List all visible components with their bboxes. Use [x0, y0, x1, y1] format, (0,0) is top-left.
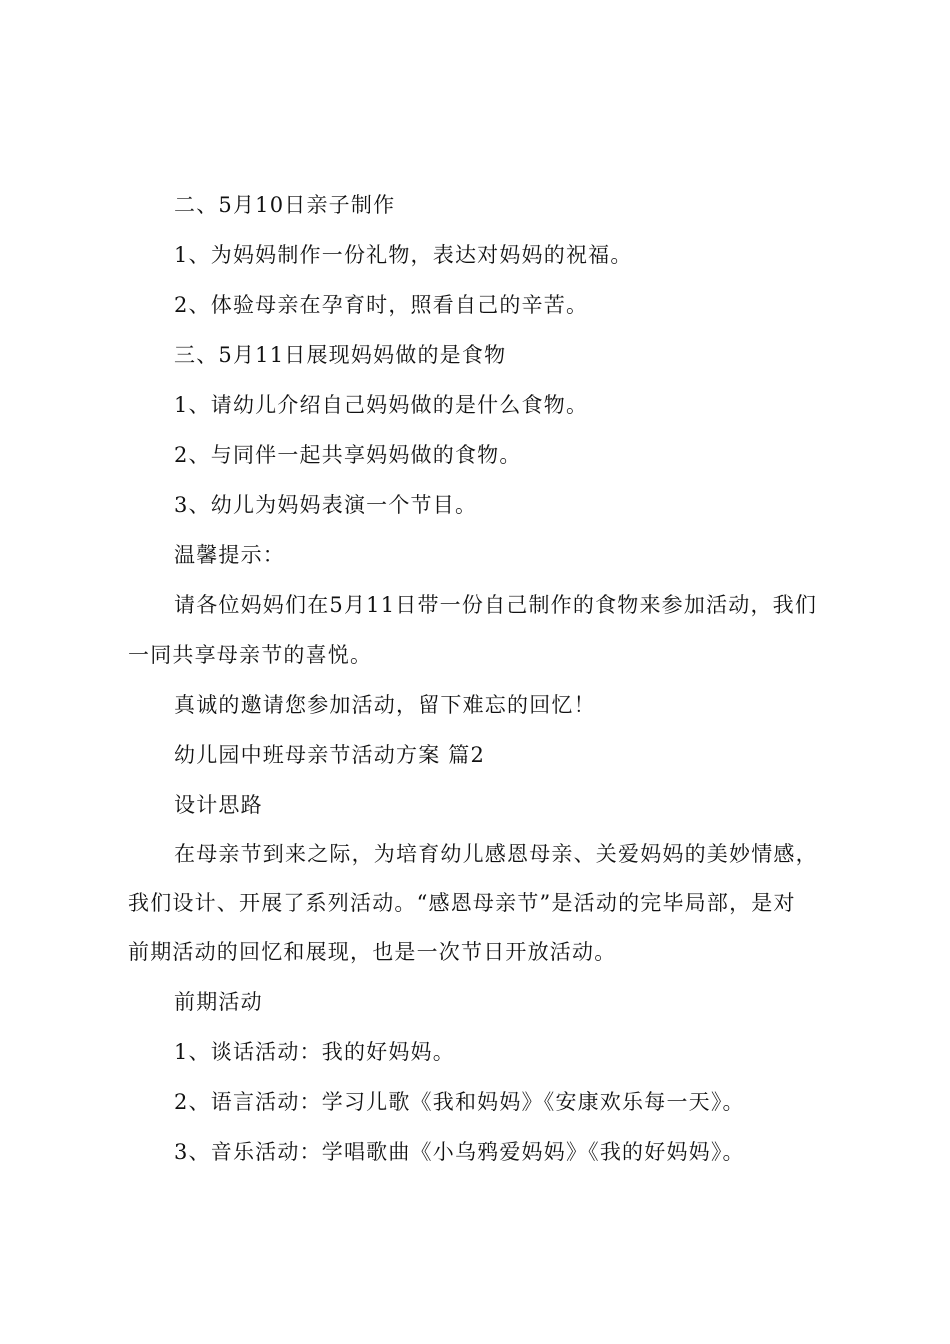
- list-item: 3、幼儿为妈妈表演一个节目。: [174, 493, 478, 517]
- activities-heading: 前期活动: [174, 990, 263, 1014]
- paragraph-line: 请各位妈妈们在5月11日带一份自己制作的食物来参加活动，我们: [174, 593, 818, 617]
- design-heading: 设计思路: [174, 793, 263, 817]
- tip-heading: 温馨提示：: [174, 543, 285, 567]
- paragraph-line: 一同共享母亲节的喜悦。: [128, 643, 373, 667]
- plan-title: 幼儿园中班母亲节活动方案 篇2: [174, 743, 486, 767]
- list-item: 1、谈话活动：我的好妈妈。: [174, 1040, 455, 1064]
- list-item: 2、体验母亲在孕育时，照看自己的辛苦。: [174, 293, 589, 317]
- list-item: 3、音乐活动：学唱歌曲《小乌鸦爱妈妈》《我的好妈妈》。: [174, 1140, 745, 1164]
- section-heading-may-10: 二、5月10日亲子制作: [174, 193, 396, 217]
- list-item: 2、语言活动：学习儿歌《我和妈妈》《安康欢乐每一天》。: [174, 1090, 745, 1114]
- list-item: 2、与同伴一起共享妈妈做的食物。: [174, 443, 522, 467]
- list-item: 1、为妈妈制作一份礼物，表达对妈妈的祝福。: [174, 243, 633, 267]
- paragraph-line: 在母亲节到来之际，为培育幼儿感恩母亲、关爱妈妈的美妙情感，: [174, 842, 818, 866]
- list-item: 1、请幼儿介绍自己妈妈做的是什么食物。: [174, 393, 589, 417]
- paragraph-line: 前期活动的回忆和展现，也是一次节日开放活动。: [128, 940, 617, 964]
- invitation-line: 真诚的邀请您参加活动，留下难忘的回忆！: [174, 693, 596, 717]
- section-heading-may-11: 三、5月11日展现妈妈做的是食物: [174, 343, 507, 367]
- paragraph-line: 我们设计、开展了系列活动。“感恩母亲节”是活动的完毕局部，是对: [128, 891, 796, 915]
